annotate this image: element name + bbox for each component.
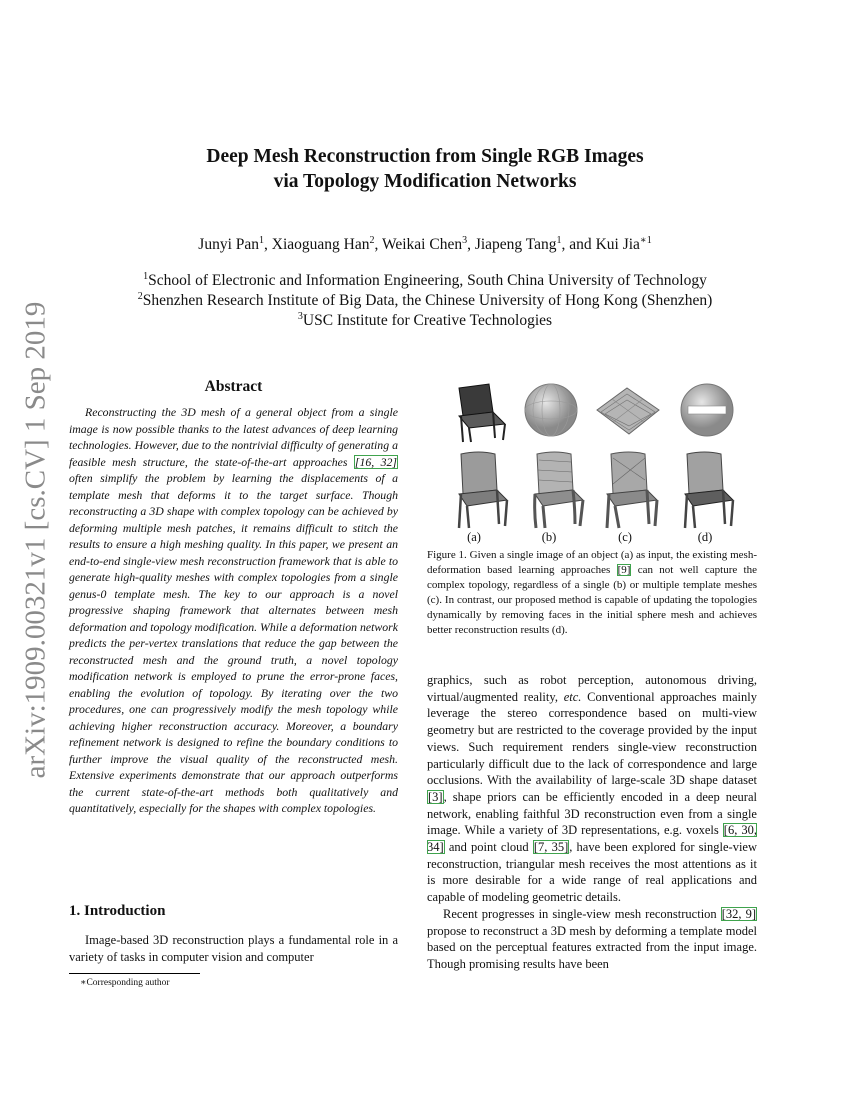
affiliation: $^2$Shenzhen Research Institute of Big Data, the Chinese University of Hong Kong (Shenzhen) [137, 290, 713, 309]
citation-link[interactable]: [32, 9] [721, 906, 757, 921]
author: Kui Jia$^{∗1}$ [595, 234, 652, 253]
affiliation: $^3$USC Institute for Creative Technologies [297, 310, 553, 329]
arxiv-id: arXiv:1909.00321v1 [cs.CV] 1 Sep 2019 [19, 301, 52, 779]
affiliations [40, 271, 810, 331]
citation-link[interactable]: [6, 30, 34] [427, 823, 757, 855]
intro-text-right [427, 672, 757, 973]
author: Jiapeng Tang$^1$ [474, 234, 562, 253]
figure-caption: Figure 1. Given a single image of an object (a) as input, the existing mesh-deformation based learning approaches [9] can not well capture the complex topology, regardless of a single (b) or multiple template meshes (c). In contrast, our proposed method is capable of updating the topologies dynamically by removing faces in the initial sphere mesh and achieves better reconstruction results (d). [427, 549, 757, 636]
figure-label-b: (b) [541, 530, 557, 544]
figure-label-a: (a) [467, 530, 481, 544]
paragraph: graphics, such as robot perception, autonomous driving, virtual/augmented reality, etc. Conventional approaches mainly leverage the stereo correspondence based on multi-view geometry but are restricted to the coverage provided by the input views. Such requirement renders single-view reconstruction particularly difficult due to the lack of correspondence and large occlusions. With the availability of large-scale 3D shape dataset [3], shape priors can be efficiently encoded in a deep neural network, enabling faithful 3D reconstruction even from a single image. While a variety of 3D representations, e.g. voxels [6, 30, 34] and point cloud [7, 35], have been explored for single-view reconstruction, triangular mesh receives the most attentions as it is more desirable for a wide range of real applications and capable of modeling geometric details. [427, 673, 758, 905]
intro-text-left: Image-based 3D reconstruction plays a fundamental role in a variety of tasks in computer vision and computer [69, 933, 398, 964]
author: Junyi Pan$^1$ [198, 234, 265, 253]
abstract-heading: Abstract [204, 378, 263, 395]
mesh-patches-icon [595, 384, 661, 438]
paper-title [100, 144, 750, 194]
citation-link[interactable]: [16, 32] [354, 454, 397, 469]
figure-label-c: (c) [618, 530, 632, 544]
citation-link[interactable]: [3] [428, 789, 443, 804]
abstract-text: Reconstructing the 3D mesh of a general object from a single image is now possible thanks to the latest advances of deep learning technologies. However, due to the nontrivial difficulty of generating a feasible mesh structure, the state-of-the-art approaches [16, 32] often simplify the problem by learning the displacements of a template mesh that deforms it to the target surface. Though reconstructing a 3D shape with complex topology can be achieved by deforming multiple mesh patches, it remains difficult to stitch the results to ensure a high meshing quality. In this paper, we present an end-to-end single-view mesh reconstruction framework that is able to generate high-quality meshes with complex topologies from a single genus-0 template mesh. The key to our approach is a novel progressive shaping framework that alternates between mesh deformation and topology modification. While a deformation network predicts the per-vertex translations that reduce the gap between the reconstructed mesh and the ground truth, a novel topology modification network is employed to prune the error-prone faces, enabling the evolution of topology. By iterating over the two procedures, one can progressively modify the mesh topology while achieving higher reconstruction accuracy. Moreover, a boundary refinement network is designed to refine the boundary conditions to further improve the visual quality of the reconstructed mesh. Extensive experiments demonstrate that our approach outperforms the current state-of-the-art methods both qualitatively and quantitatively, especially for the shapes with complex topologies. [69, 405, 398, 815]
chair-mesh-icon [449, 450, 511, 530]
chair-mesh-icon [525, 450, 587, 530]
section-heading-introduction: 1. Introduction [69, 903, 166, 919]
pruned-sphere-mesh-icon [679, 382, 735, 438]
chair-mesh-icon [675, 450, 737, 530]
sphere-mesh-icon [523, 382, 579, 438]
author: Xiaoguang Han$^2$ [271, 234, 375, 253]
affiliation: $^1$School of Electronic and Information Engineering, South China University of Technology [143, 270, 707, 289]
paragraph: Recent progresses in single-view mesh reconstruction [32, 9] propose to reconstruct a 3D mesh by deforming a template model based on the perceptual features extracted from the input image. Though promising results have been [427, 906, 757, 971]
chair-mesh-icon [599, 450, 661, 530]
author: Weikai Chen$^3$ [381, 234, 468, 253]
author-list: Junyi Pan$^1$, Xiaoguang Han$^2$, Weikai Chen$^3$, Jiapeng Tang$^1$, and Kui Jia$^{∗1}$ [198, 234, 652, 253]
arxiv-stamp [16, 300, 56, 780]
title-line-1: Deep Mesh Reconstruction from Single RGB Images [206, 146, 644, 167]
abstract-section [69, 378, 398, 817]
figure-label-d: (d) [697, 530, 713, 544]
footnote: ∗Corresponding author [80, 978, 170, 988]
chair-photo-icon [449, 382, 511, 444]
citation-link[interactable]: [9] [617, 564, 631, 576]
footnote-rule [69, 973, 200, 974]
citation-link[interactable]: [7, 35] [533, 840, 569, 855]
title-line-2: via Topology Modification Networks [273, 171, 577, 192]
figure-1 [427, 378, 757, 548]
